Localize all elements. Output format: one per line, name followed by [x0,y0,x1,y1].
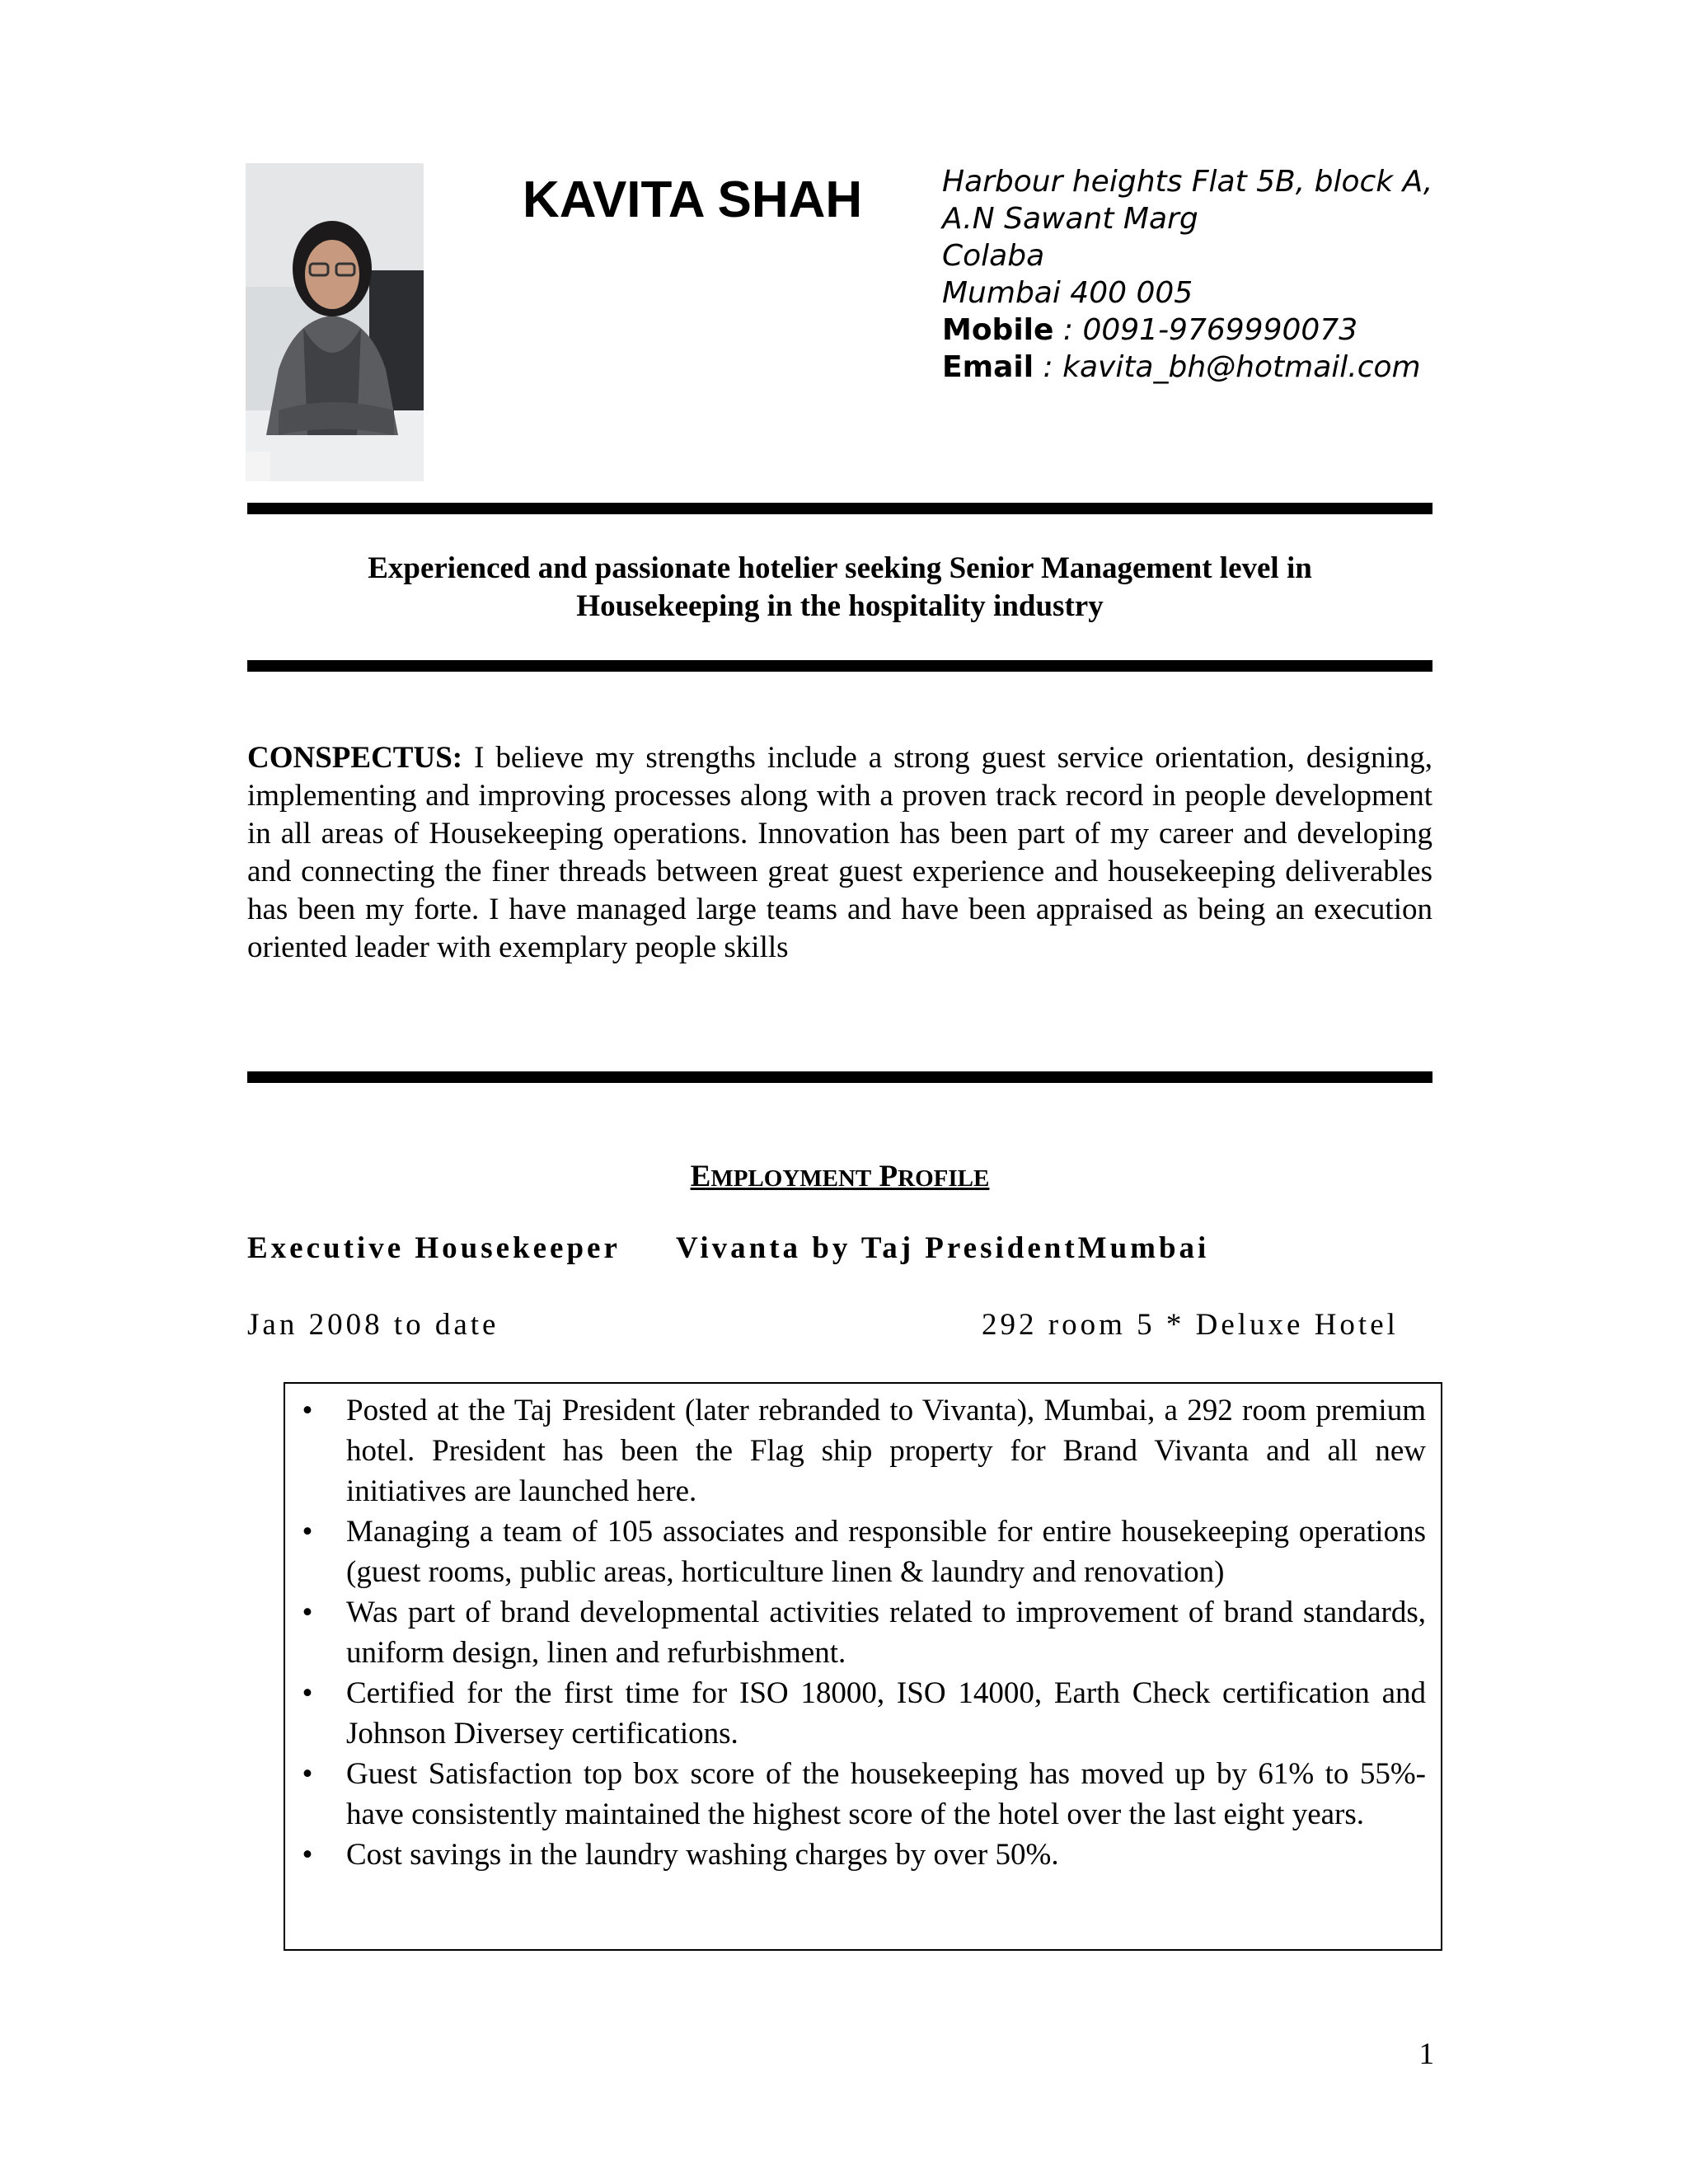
email-label: Email [942,350,1034,384]
responsibilities-list [302,1390,1426,1875]
bullet-icon: • [302,1394,313,1427]
contact-block [942,163,1453,386]
list-item: • Was part of brand developmental activities related to improvement of brand standards, uniform design, linen and refurbishment. [346,1592,1426,1673]
candidate-name: KAVITA SHAH [523,171,863,228]
mobile-line [942,312,1453,349]
bullet-icon: • [302,1596,313,1629]
email-line [942,349,1453,386]
job-dates: Jan 2008 to date [247,1308,499,1342]
list-item: • Cost savings in the laundry washing charges by over 50%. [346,1835,1426,1875]
profile-photo [246,163,424,481]
mobile-value: : 0091-9769990073 [1062,313,1358,347]
address-line: Colaba [942,239,1045,273]
divider-rule [247,1071,1432,1083]
profile-photo-image [246,163,424,481]
bullet-icon: • [302,1757,313,1791]
job-position: Executive Housekeeper [247,1231,621,1265]
address-line: A.N Sawant Marg [942,202,1198,236]
job-header [247,1230,1484,1268]
mobile-label: Mobile [942,313,1054,347]
conspectus-text: I believe my strengths include a strong guest service orientation, designing, implementing and improving processes along with a proven track record in people development in all areas of Housekeeping operations. Innovation has been part of my career and developing and connecting the finer threads between great guest experience and housekeeping deliverables has been my forte. I have managed large teams and have been appraised as being an execution oriented leader with exemplary people skills [247,741,1432,964]
list-item: • Certified for the first time for ISO 18000, ISO 14000, Earth Check certification and Johnson Diversey certifications. [346,1673,1426,1754]
responsibilities-box [284,1382,1442,1951]
job-meta [247,1306,1484,1344]
address-line: Harbour heights Flat 5B, block A, [942,165,1433,199]
bullet-icon: • [302,1838,313,1872]
objective-line: Experienced and passionate hotelier seeking Senior Management level in [368,551,1312,585]
address-line: Mumbai 400 005 [942,276,1193,310]
page-number: 1 [1418,2037,1434,2071]
list-item: • Managing a team of 105 associates and responsible for entire housekeeping operations (guest rooms, public areas, horticulture linen & laundry and renovation) [346,1511,1426,1592]
job-hotel: Vivanta by Taj PresidentMumbai [676,1231,1210,1265]
bullet-icon: • [302,1676,313,1710]
email-value: : kavita_bh@hotmail.com [1043,350,1421,384]
list-item: • Posted at the Taj President (later rebranded to Vivanta), Mumbai, a 292 room premium hotel. President has been the Flag ship property for Brand Vivanta and all new initiatives are launched here. [346,1390,1426,1511]
section-title-employment: EMPLOYMENT PROFILE [690,1160,990,1193]
objective-line: Housekeeping in the hospitality industry [576,589,1104,623]
divider-rule [247,660,1432,672]
divider-rule [247,503,1432,514]
conspectus-label: CONSPECTUS: [247,741,463,775]
bullet-icon: • [302,1515,313,1549]
career-objective [247,550,1432,626]
job-hotel-type: 292 room 5 * Deluxe Hotel [982,1308,1399,1342]
conspectus-paragraph [247,739,1432,967]
list-item: • Guest Satisfaction top box score of the housekeeping has moved up by 61% to 55%-have consistently maintained the highest score of the hotel over the last eight years. [346,1754,1426,1835]
